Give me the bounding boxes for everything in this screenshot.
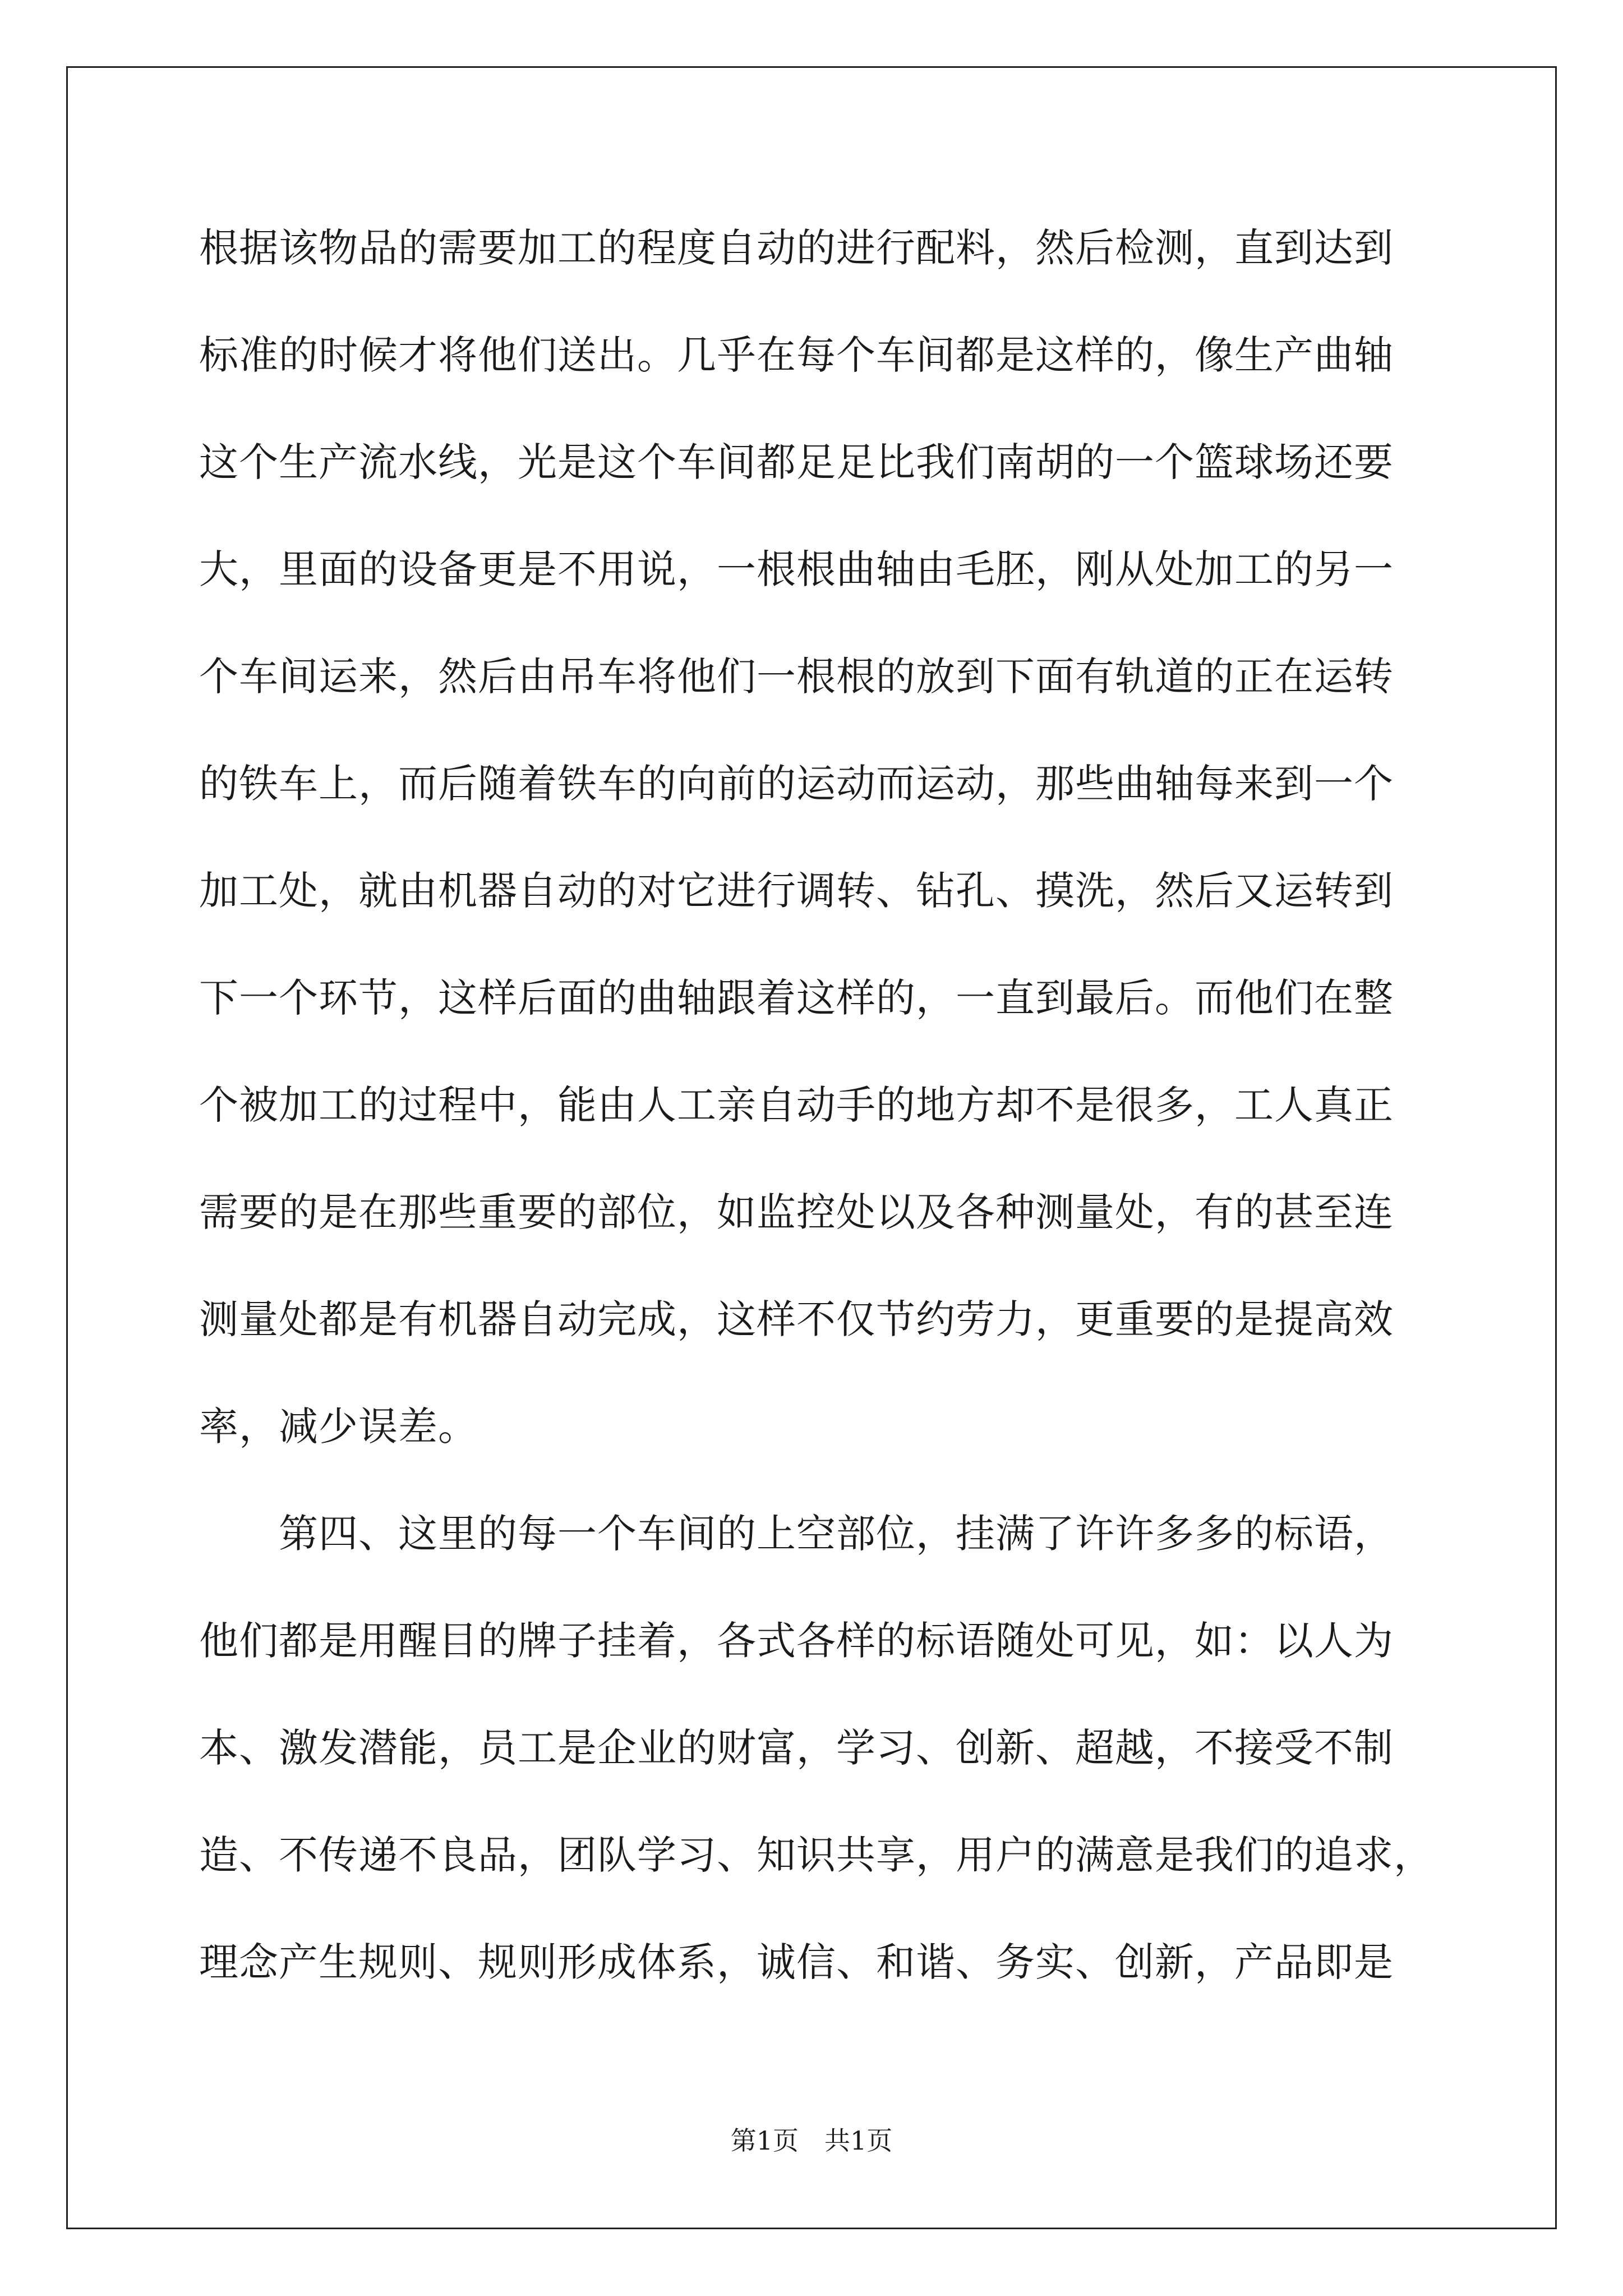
body-line: 下一个环节，这样后面的曲轴跟着这样的，一直到最后。而他们在整 [199, 975, 1394, 1021]
body-line: 大，里面的设备更是不用说，一根根曲轴由毛胚，刚从处加工的另一 [199, 546, 1394, 592]
body-line: 需要的是在那些重要的部位，如监控处以及各种测量处，有的甚至连 [199, 1189, 1394, 1235]
body-line: 个车间运来，然后由吊车将他们一根根的放到下面有轨道的正在运转 [199, 654, 1394, 700]
body-line: 个被加工的过程中，能由人工亲自动手的地方却不是很多，工人真正 [199, 1082, 1394, 1128]
page-border [66, 66, 1557, 2229]
body-line: 的铁车上，而后随着铁车的向前的运动而运动，那些曲轴每来到一个 [199, 761, 1394, 807]
body-line: 率，减少误差。 [199, 1404, 478, 1450]
body-line: 标准的时候才将他们送出。几乎在每个车间都是这样的，像生产曲轴 [199, 332, 1394, 378]
page-footer [0, 2124, 1623, 2157]
body-line: 理念产生规则、规则形成体系，诚信、和谐、务实、创新，产品即是 [199, 1939, 1394, 1985]
body-line: 他们都是用醒目的牌子挂着，各式各样的标语随处可见，如：以人为 [199, 1618, 1394, 1664]
body-line: 第四、这里的每一个车间的上空部位，挂满了许许多多的标语， [199, 1511, 1394, 1557]
body-line: 根据该物品的需要加工的程度自动的进行配料，然后检测，直到达到 [199, 225, 1394, 271]
body-line: 本、激发潜能，员工是企业的财富，学习、创新、超越，不接受不制 [199, 1725, 1394, 1771]
body-line: 这个生产流水线，光是这个车间都足足比我们南胡的一个篮球场还要 [199, 439, 1394, 485]
page-number-current: 第1页 [730, 2125, 799, 2156]
body-line: 加工处，就由机器自动的对它进行调转、钻孔、摸洗，然后又运转到 [199, 868, 1394, 914]
body-line: 测量处都是有机器自动完成，这样不仅节约劳力，更重要的是提高效 [199, 1296, 1394, 1342]
page-number-total: 共1页 [824, 2125, 893, 2156]
body-line: 造、不传递不良品，团队学习、知识共享，用户的满意是我们的追求， [199, 1832, 1433, 1878]
